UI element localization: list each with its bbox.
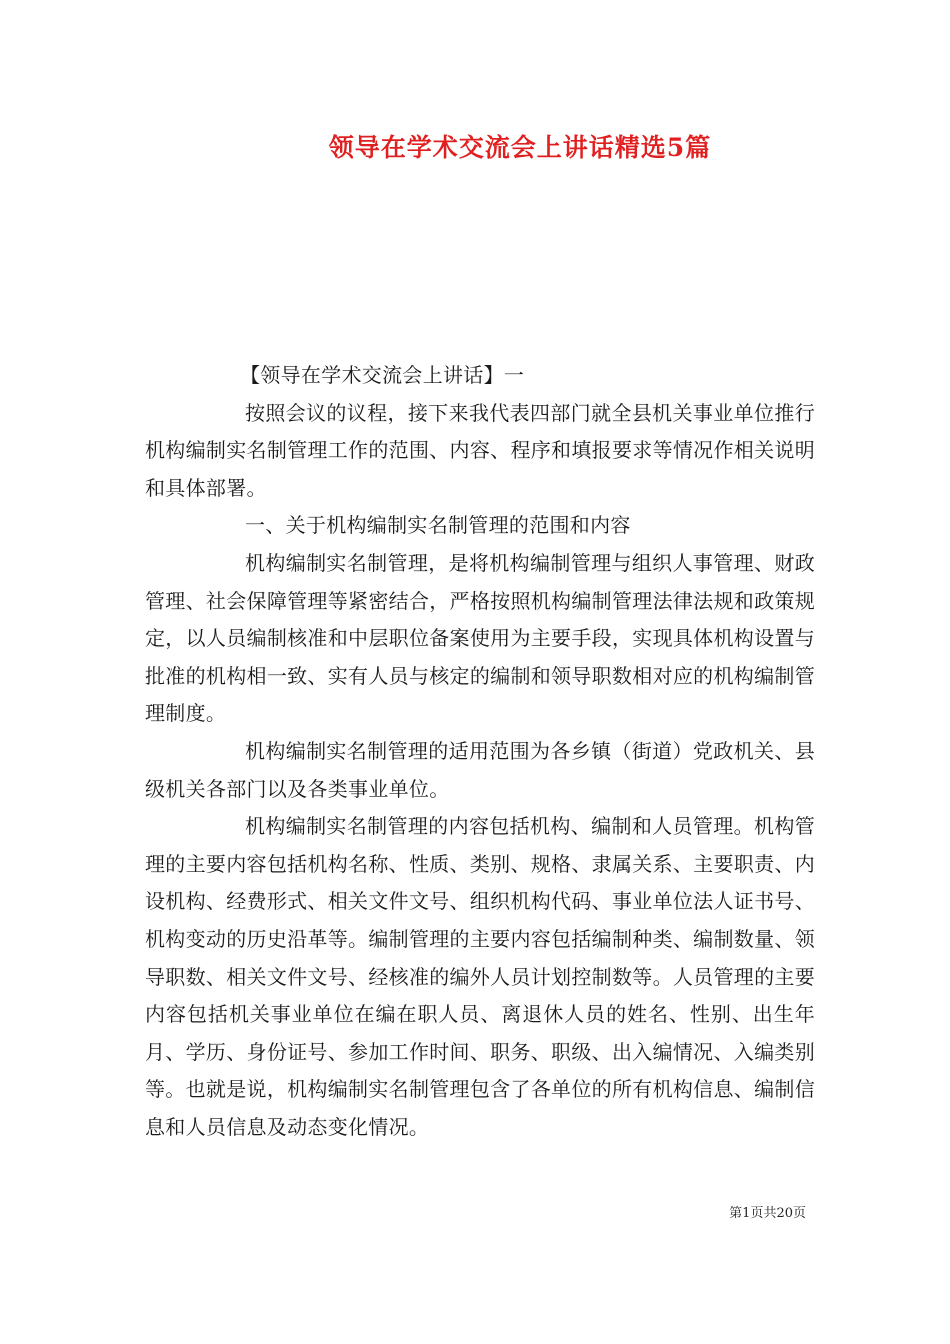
document-title: 领导在学术交流会上讲话精选5篇 (328, 133, 712, 162)
paragraph-scope: 机构编制实名制管理的适用范围为各乡镇（街道）党政机关、县级机关各部门以及各类事业单位。 (145, 738, 815, 801)
page-number: 第1页共20页 (729, 1206, 806, 1221)
section-heading-1: 【领导在学术交流会上讲话】一 (240, 363, 525, 387)
paragraph-intro: 按照会议的议程，接下来我代表四部门就全县机关事业单位推行机构编制实名制管理工作的范围、内容、程序和填报要求等情况作相关说明和具体部署。 (145, 400, 815, 500)
paragraph-content: 机构编制实名制管理的内容包括机构、编制和人员管理。机构管理的主要内容包括机构名称、性质、类别、规格、隶属关系、主要职责、内设机构、经费形式、相关文件文号、组织机构代码、事业单位法人证书号、机构变动的历史沿革等。编制管理的主要内容包括编制种类、编制数量、领导职数、相关文件文号、经核准的编外人员计划控制数等。人员管理的主要内容包括机关事业单位在编在职人员、离退休人员的姓名、性别、出生年月、学历、身份证号、参加工作时间、职务、职级、出入编情况、入编类别等。也就是说，机构编制实名制管理包含了各单位的所有机构信息、编制信息和人员信息及动态变化情况。 (145, 814, 815, 1139)
document-body (145, 357, 815, 1146)
section-subheading: 一、关于机构编制实名制管理的范围和内容 (245, 513, 631, 538)
paragraph-definition: 机构编制实名制管理，是将机构编制管理与组织人事管理、财政管理、社会保障管理等紧密结合，严格按照机构编制管理法律法规和政策规定，以人员编制核准和中层职位备案使用为主要手段，实现具体机构设置与批准的机构相一致、实有人员与核定的编制和领导职数相对应的机构编制管理制度。 (145, 550, 815, 726)
